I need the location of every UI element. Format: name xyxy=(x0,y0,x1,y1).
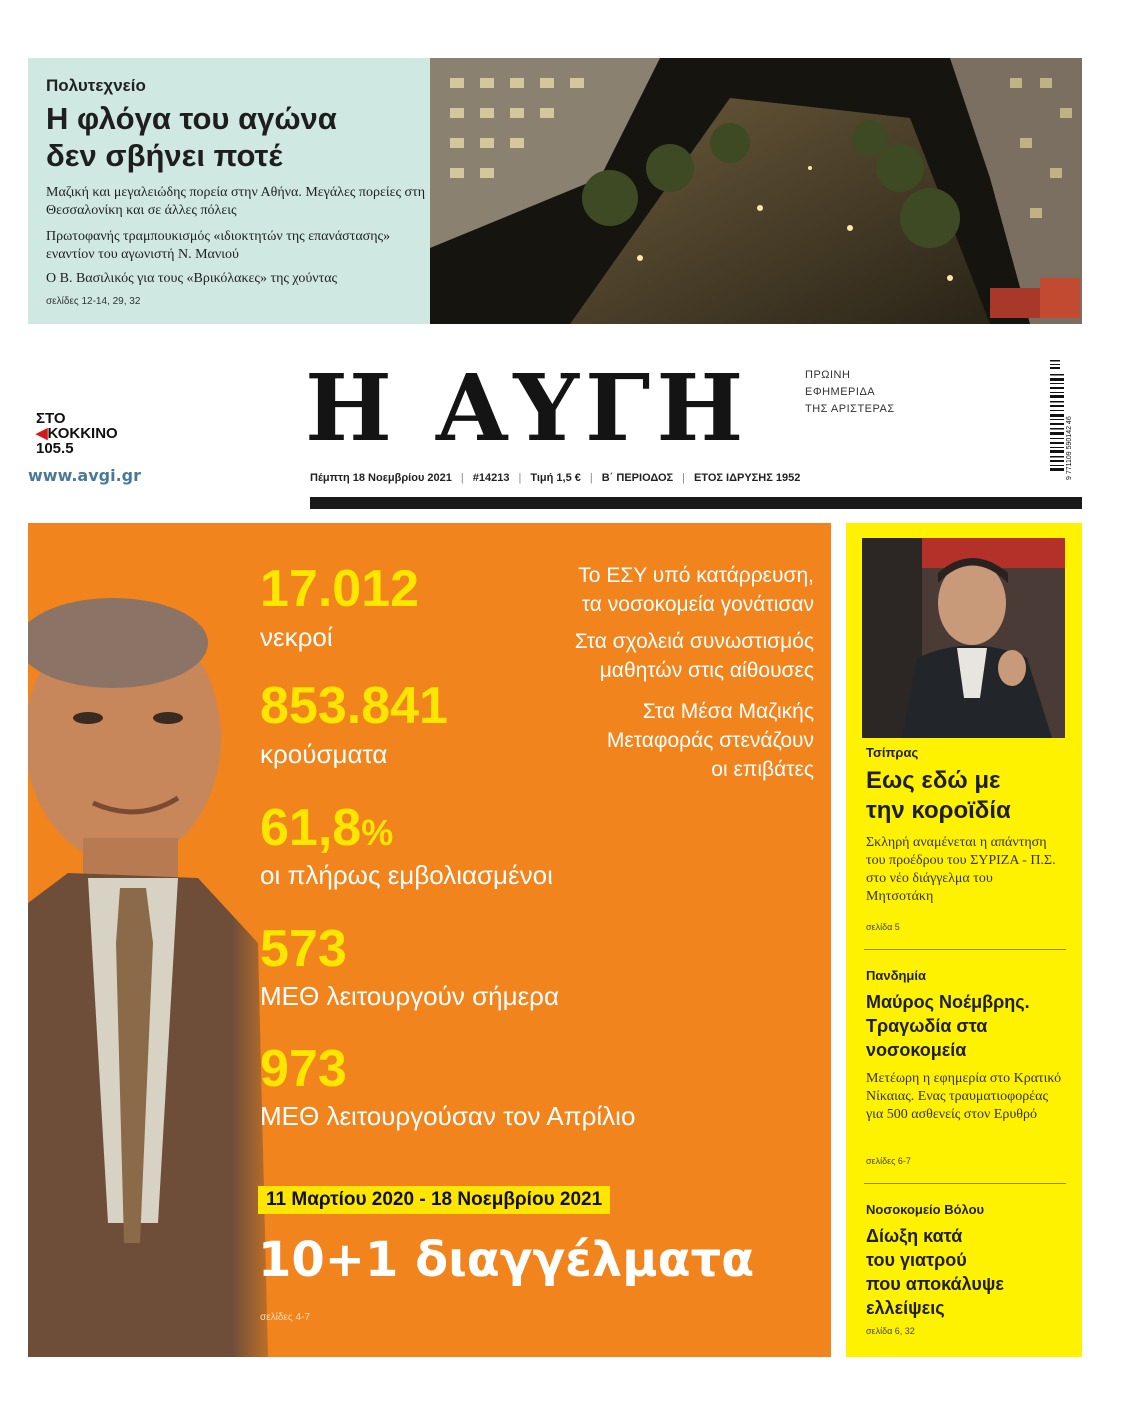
website-link[interactable]: www.avgi.gr xyxy=(28,466,141,485)
side-story2-headline-line1: Μαύρος Νοέμβρης. xyxy=(866,992,1030,1012)
tsipras-illustration xyxy=(862,538,1065,738)
tagline-line1: ΠΡΩΙΝΗ xyxy=(805,369,851,381)
stat-cases-label: κρούσματα xyxy=(260,739,388,769)
stat-vaccinated-value xyxy=(260,799,394,857)
barcode-icon xyxy=(1050,360,1074,482)
dateline-date: Πέμπτη 18 Νοεμβρίου 2021 xyxy=(310,472,452,484)
side-story3-headline-line3: που αποκάλυψε xyxy=(866,1274,1004,1294)
dateline-issue: #14213 xyxy=(472,472,510,484)
top-story-sub2: Πρωτοφανής τραμπουκισμός «ιδιοκτητών της επανάστασης» εναντίον του αγωνιστή Ν. Μανιού xyxy=(46,229,391,262)
note-transport-line2: Μεταφοράς στενάζουν xyxy=(606,729,814,752)
top-story-headline[interactable] xyxy=(46,100,426,174)
note-health-system xyxy=(578,561,814,619)
newspaper-logo[interactable]: Η ΑΥΓΗ xyxy=(305,354,750,462)
side-story1-headline[interactable] xyxy=(866,766,1066,826)
note-health-system-line1: Το ΕΣΥ υπό κατάρρευση, xyxy=(578,564,814,587)
note-transport-line1: Στα Μέσα Μαζικής xyxy=(642,700,814,723)
protest-march-illustration xyxy=(430,58,1082,324)
side-story2-headline[interactable] xyxy=(866,990,1066,1062)
side-story2-pages: σελίδες 6-7 xyxy=(866,1156,911,1166)
side-story1-headline-line1: Εως εδώ με xyxy=(866,767,1001,794)
side-story3-kicker: Νοσοκομείο Βόλου xyxy=(866,1202,985,1217)
side-story2-body: Μετέωρη η εφημερία στο Κρατικό Νίκαιας. Ενας τραυματιοφορέας για 500 ασθενείς στον Ερυθρό xyxy=(866,1071,1062,1122)
tagline-line3: ΤΗΣ ΑΡΙΣΤΕΡΑΣ xyxy=(805,403,895,415)
stat-icu-april-label: ΜΕΘ λειτουργούσαν τον Απρίλιο xyxy=(260,1101,636,1131)
side-story2-headline-line2: Τραγωδία στα xyxy=(866,1016,988,1036)
politician-portrait-photo[interactable] xyxy=(28,523,268,1357)
tagline-line2: ΕΦΗΜΕΡΙΔΑ xyxy=(805,386,876,398)
main-story-pages: σελίδες 4-7 xyxy=(260,1312,310,1323)
dateline-period: Β΄ ΠΕΡΙΟΔΟΣ xyxy=(601,472,674,484)
stat-cases-value: 853.841 xyxy=(260,677,448,735)
barcode xyxy=(1050,360,1074,482)
side-story1-kicker: Τσίπρας xyxy=(866,745,919,760)
stat-icu-april-value: 973 xyxy=(260,1040,347,1098)
side-story1-headline-line2: την κοροϊδία xyxy=(866,797,1011,824)
tsipras-photo[interactable] xyxy=(862,538,1065,738)
note-transport xyxy=(607,697,814,784)
side-story1-body: Σκληρή αναμένεται η απάντηση του προέδρου του ΣΥΡΙΖΑ - Π.Σ. στο νέο διάγγελμα του Μητσοτάκη xyxy=(866,835,1056,904)
masthead-rule xyxy=(310,497,1082,509)
top-story-pages: σελίδες 12-14, 29, 32 xyxy=(46,296,141,307)
side-story3-headline[interactable] xyxy=(866,1224,1066,1320)
radio-line3: 105.5 xyxy=(36,440,74,457)
side-story3-headline-line2: του γιατρού xyxy=(866,1250,967,1270)
stat-vaccinated-unit: % xyxy=(361,812,394,853)
note-schools-line1: Στα σχολειά συνωστισμός xyxy=(574,630,814,653)
side-story3-headline-line1: Δίωξη κατά xyxy=(866,1226,963,1246)
note-schools xyxy=(575,627,814,685)
side-story1-pages: σελίδα 5 xyxy=(866,922,900,932)
stat-vaccinated-label: οι πλήρως εμβολιασμένοι xyxy=(260,860,553,890)
stat-icu-today-value: 573 xyxy=(260,920,347,978)
note-health-system-line2: τα νοσοκομεία γονάτισαν xyxy=(581,593,814,616)
note-transport-line3: οι επιβάτες xyxy=(711,758,814,781)
stat-deaths-value: 17.012 xyxy=(260,560,420,618)
side-story3-headline-line4: ελλείψεις xyxy=(866,1298,945,1318)
top-story-headline-line1: Η φλόγα του αγώνα xyxy=(46,101,337,136)
side-story2-kicker: Πανδημία xyxy=(866,968,926,983)
dateline-founded: ΕΤΟΣ ΙΔΡΥΣΗΣ 1952 xyxy=(693,472,801,484)
radio-station-logo[interactable] xyxy=(36,411,118,456)
top-story-sub1: Μαζική και μεγαλειώδης πορεία στην Αθήνα. Μεγάλες πορείες στη Θεσσαλονίκη και σε άλλες πόλεις xyxy=(46,185,426,218)
side-story2-headline-line3: νοσοκομεία xyxy=(866,1040,967,1060)
stat-icu-today-label: ΜΕΘ λειτουργούν σήμερα xyxy=(260,981,559,1011)
radio-arrow-icon: ◀ xyxy=(36,425,48,442)
top-story-kicker: Πολυτεχνείο xyxy=(46,76,146,95)
protest-march-photo[interactable] xyxy=(430,58,1082,324)
stat-deaths-label: νεκροί xyxy=(260,622,333,652)
side-story3-pages: σελίδα 6, 32 xyxy=(866,1326,915,1336)
radio-line1: ΣΤΟ xyxy=(36,410,66,427)
dateline: Πέμπτη 18 Νοεμβρίου 2021 | #14213 | Τιμή 1,5 € | Β΄ ΠΕΡΙΟΔΟΣ | ΕΤΟΣ ΙΔΡΥΣΗΣ 1952 xyxy=(310,472,801,484)
top-story-sub3: Ο Β. Βασιλικός για τους «Βρικόλακες» της χούντας xyxy=(46,271,338,286)
date-range-badge: 11 Μαρτίου 2020 - 18 Νοεμβρίου 2021 xyxy=(258,1186,610,1214)
top-story-headline-line2: δεν σβήνει ποτέ xyxy=(46,138,283,173)
radio-line2: ΚΟΚΚΙΝΟ xyxy=(47,425,118,442)
side-divider xyxy=(864,949,1066,950)
main-headline[interactable]: 10+1 διαγγέλματα xyxy=(258,1232,755,1288)
stat-vaccinated-number: 61,8 xyxy=(260,799,362,857)
barcode-number: 9 771109 590142 46 xyxy=(1066,416,1073,480)
note-schools-line2: μαθητών στις αίθουσες xyxy=(599,659,814,682)
side-divider xyxy=(864,1183,1066,1184)
politician-portrait-illustration xyxy=(28,523,268,1357)
dateline-price: Τιμή 1,5 € xyxy=(530,472,581,484)
